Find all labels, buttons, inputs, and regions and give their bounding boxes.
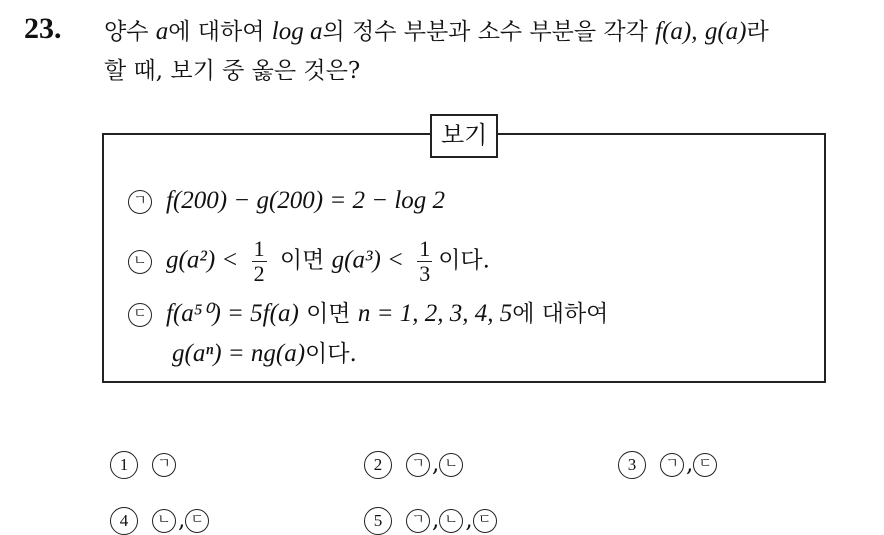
item-3-n-values: n = 1, 2, 3, 4, 5 — [357, 300, 513, 327]
choice-5[interactable]: 5 ㄱ , ㄴ , ㄷ — [364, 507, 499, 535]
item-2-condition: 이면 — [279, 247, 325, 274]
stem-text: 라 — [746, 19, 769, 45]
circled-digeut: ㄷ — [128, 303, 152, 327]
fraction-denominator: 2 — [253, 261, 265, 286]
choice-number: 5 — [364, 507, 392, 535]
fraction-numerator: 1 — [253, 236, 265, 261]
circled-giyeok: ㄱ — [128, 190, 152, 214]
choice-number: 4 — [110, 507, 138, 535]
fraction-numerator: 1 — [419, 236, 431, 261]
bogi-item-3-line-2 — [172, 334, 357, 374]
question-number: 23. — [24, 12, 62, 45]
choice-number: 2 — [364, 451, 392, 479]
item-1-expression: f(200) − g(200) = 2 − log 2 — [166, 187, 446, 214]
stem-text: 에 대하여 — [168, 19, 272, 45]
item-3-ending: 에 대하여 — [512, 301, 609, 327]
stem-log-a: log a — [271, 18, 323, 45]
choice-number: 1 — [110, 451, 138, 479]
stem-ga: g(a) — [704, 18, 747, 45]
fraction-denominator: 3 — [419, 261, 431, 286]
item-3-line2-expression: g(aⁿ) = ng(a) — [172, 340, 306, 367]
fraction-one-half — [252, 237, 267, 286]
fraction-one-third — [417, 237, 432, 286]
bogi-item-3 — [128, 294, 608, 334]
item-3-expression-left: f(a⁵⁰) = 5f(a) — [166, 300, 299, 327]
stem-text: 의 정수 부분과 소수 부분을 각각 — [322, 19, 656, 45]
bogi-title: 보기 — [430, 114, 498, 158]
stem-line-2: 할 때, 보기 중 옳은 것은? — [104, 58, 361, 84]
question-stem — [104, 12, 874, 91]
circled-digeut: ㄷ — [693, 453, 717, 477]
circled-nieun: ㄴ — [128, 250, 152, 274]
circled-digeut: ㄷ — [473, 509, 497, 533]
choice-1[interactable] — [110, 451, 178, 479]
circled-giyeok: ㄱ — [406, 453, 430, 477]
stem-fa: f(a), — [655, 18, 698, 45]
item-3-condition: 이면 — [306, 301, 351, 327]
item-2-expression-left: g(a²) < — [166, 246, 239, 274]
stem-text: 양수 — [104, 19, 156, 45]
circled-giyeok: ㄱ — [406, 509, 430, 533]
bogi-item-2 — [128, 237, 490, 286]
circled-nieun: ㄴ — [152, 509, 176, 533]
bogi-item-1 — [128, 181, 445, 221]
item-2-expression-right: g(a³) < — [331, 246, 404, 274]
circled-digeut: ㄷ — [185, 509, 209, 533]
stem-var-a: a — [155, 18, 169, 45]
circled-giyeok: ㄱ — [660, 453, 684, 477]
item-2-ending: 이다. — [438, 247, 490, 274]
circled-giyeok: ㄱ — [152, 453, 176, 477]
choice-2[interactable]: 2 ㄱ , ㄴ — [364, 451, 465, 479]
circled-nieun: ㄴ — [439, 509, 463, 533]
choice-4[interactable]: 4 ㄴ , ㄷ — [110, 507, 211, 535]
circled-nieun: ㄴ — [439, 453, 463, 477]
choice-3[interactable]: 3 ㄱ , ㄷ — [618, 451, 719, 479]
item-3-line2-ending: 이다. — [305, 341, 357, 367]
choice-number: 3 — [618, 451, 646, 479]
stem-line-1 — [104, 12, 874, 52]
